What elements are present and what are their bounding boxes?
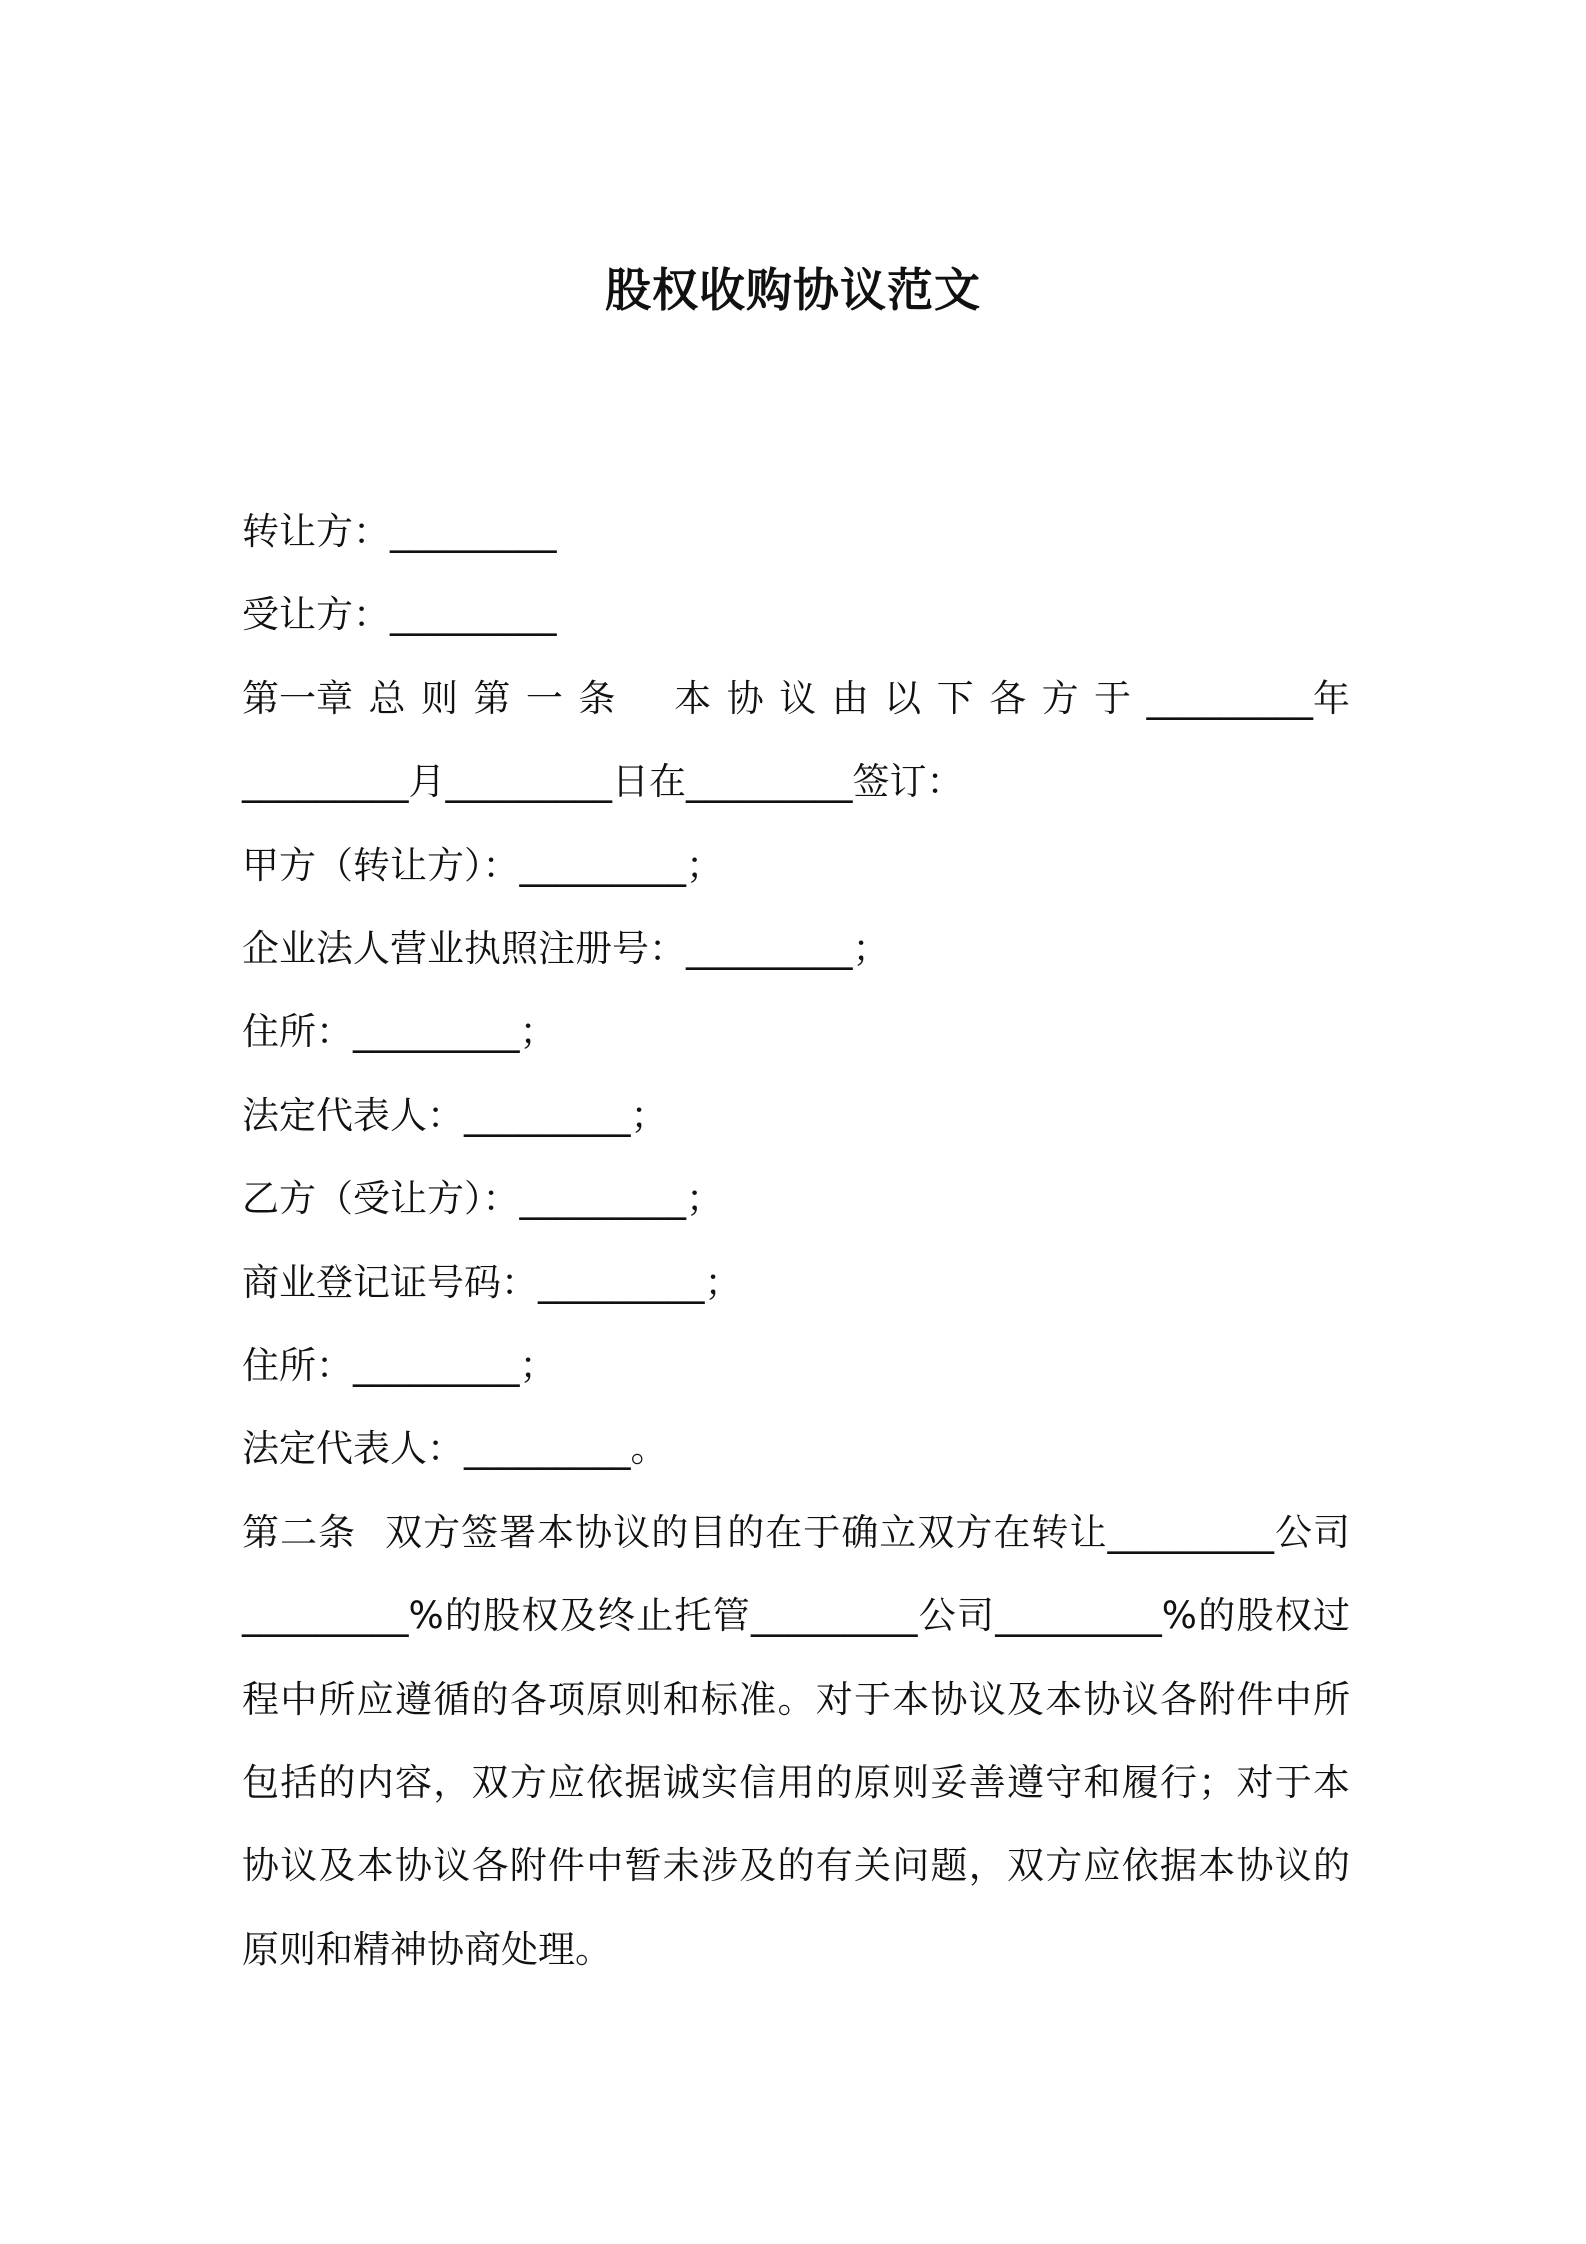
party-a-line: 甲方（转让方）：_________；	[242, 843, 723, 887]
chapter-label: 第一章	[242, 676, 353, 720]
article-1-char: 各	[989, 676, 1027, 720]
article-2-text: 双方签署本协议的目的在于确立双方在转让_________公司_________%的股权及终止托管_________公司_________%的股权过程中所应遵循的各项原则和标准。对于本协议及本协议各附件中所包括的内容，双方应依据诚实信用的原则妥善遵守和履行；对于本协议及本协议各附件中暂未涉及的有关问题，双方应依据本协议的原则和精神协商处理。	[242, 1510, 1351, 1971]
date-place-line: _________月_________日在_________签订：	[242, 760, 964, 804]
article-1-char: 议	[779, 676, 817, 720]
party-b-representative-line: 法定代表人：_________。	[242, 1427, 668, 1471]
article-1-char: 方	[1041, 676, 1079, 720]
article-1-char: 本	[674, 676, 712, 720]
article-1-char: 于	[1094, 676, 1132, 720]
year-blank: _________年	[1146, 676, 1350, 720]
article-1-char: 一	[525, 676, 563, 720]
page-title: 股权收购协议范文	[605, 263, 981, 317]
article-1-line	[242, 657, 1350, 740]
article-2-paragraph	[242, 1491, 1350, 1991]
party-a-license-line: 企业法人营业执照注册号：_________；	[242, 926, 890, 970]
party-b-registration-line: 商业登记证号码：_________；	[242, 1260, 742, 1304]
article-1-char: 总	[368, 676, 406, 720]
article-1-char: 协	[726, 676, 764, 720]
party-b-line: 乙方（受让方）：_________；	[242, 1177, 723, 1221]
article-1-char: 第	[473, 676, 511, 720]
document-body	[242, 490, 1350, 1991]
article-1-char: 条	[578, 676, 616, 720]
transferor-line: 转让方：_________	[242, 510, 557, 553]
article-1-char: 则	[420, 676, 458, 720]
party-b-address-line: 住所：_________；	[242, 1343, 557, 1387]
article-1-char: 下	[936, 676, 974, 720]
article-2-label: 第二条	[242, 1510, 357, 1554]
party-a-address-line: 住所：_________；	[242, 1010, 557, 1054]
article-1-char: 以	[884, 676, 922, 720]
party-a-representative-line: 法定代表人：_________；	[242, 1093, 668, 1137]
article-1-char: 由	[831, 676, 869, 720]
transferee-line: 受让方：_________	[242, 593, 557, 637]
